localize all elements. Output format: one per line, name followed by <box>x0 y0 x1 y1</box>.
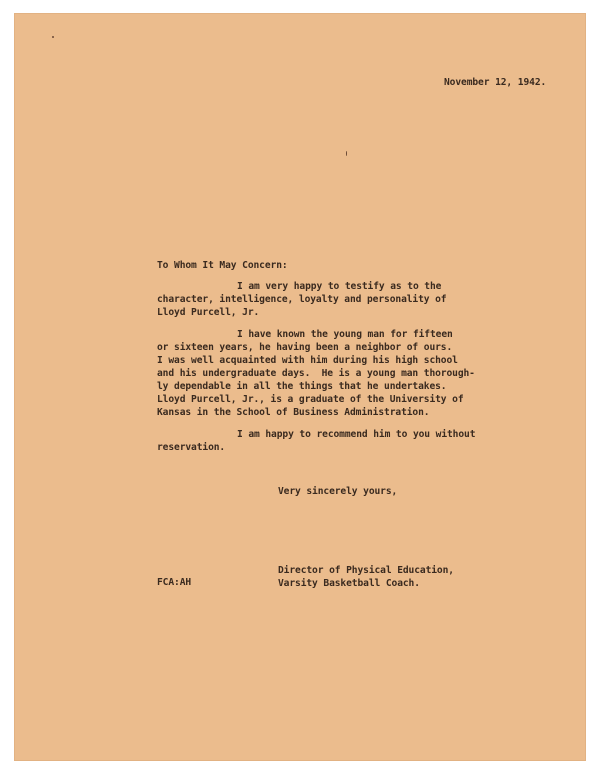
paragraph-1-line: character, intelligence, loyalty and personality of <box>157 294 447 305</box>
paragraph-2-line: Lloyd Purcell, Jr., is a graduate of the University of <box>157 394 464 405</box>
paragraph-3-line: reservation. <box>157 442 226 453</box>
paragraph-2-line: I was well acquainted with him during his high school <box>157 355 458 366</box>
closing: Very sincerely yours, <box>278 486 398 497</box>
paragraph-2-line: ly dependable in all the things that he undertakes. <box>157 381 447 392</box>
signature-title-line: Director of Physical Education, <box>278 565 454 576</box>
letter-date: November 12, 1942. <box>444 77 547 88</box>
paragraph-2-line: I have known the young man for fifteen <box>237 329 453 340</box>
salutation: To Whom It May Concern: <box>157 260 288 271</box>
paragraph-1-line: Lloyd Purcell, Jr. <box>157 307 260 318</box>
paragraph-1-line: I am very happy to testify as to the <box>237 281 442 292</box>
typist-initials: FCA:AH <box>157 577 192 588</box>
paragraph-3-line: I am happy to recommend him to you without <box>237 429 476 440</box>
signature-title-line: Varsity Basketball Coach. <box>278 578 420 589</box>
paragraph-2-line: Kansas in the School of Business Administration. <box>157 407 430 418</box>
paragraph-2-line: and his undergraduate days. He is a young man thorough- <box>157 368 475 379</box>
paper-speck <box>346 151 347 156</box>
paper-speck <box>52 36 54 38</box>
paragraph-2-line: or sixteen years, he having been a neighbor of ours. <box>157 342 453 353</box>
